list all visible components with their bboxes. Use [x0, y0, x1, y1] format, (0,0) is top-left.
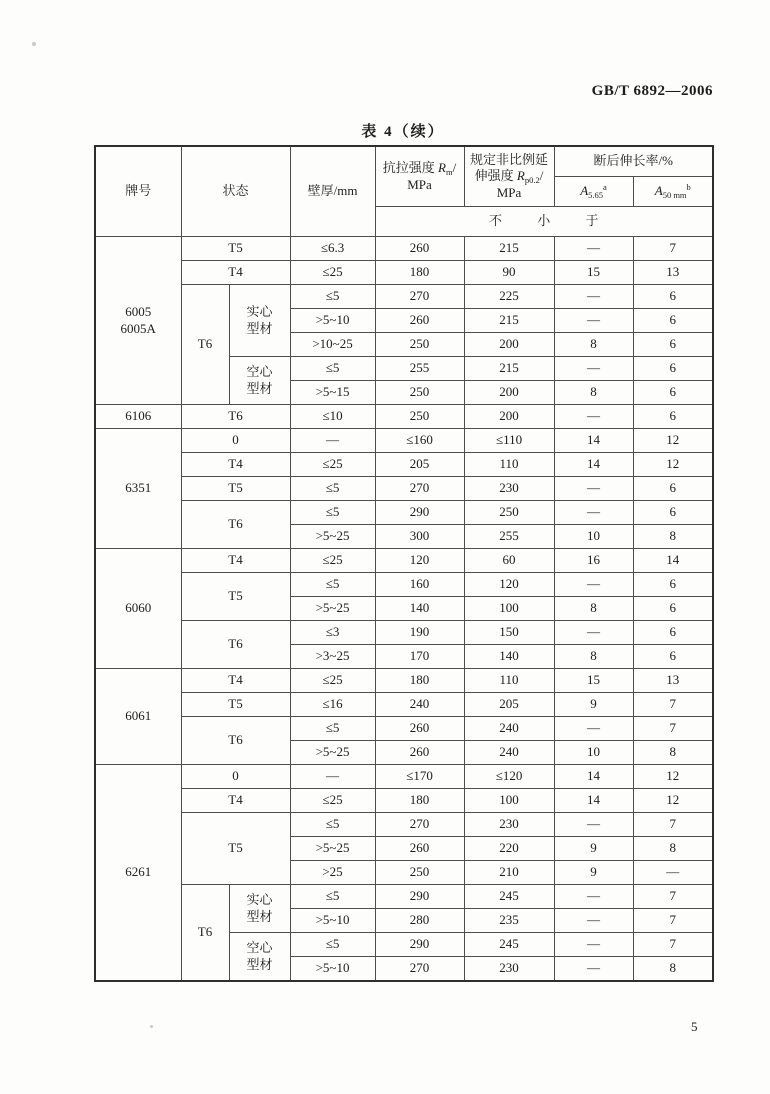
cell-grade: 6061: [95, 669, 181, 765]
cell-rm: 270: [375, 285, 464, 309]
cell-a50: 7: [633, 813, 713, 837]
cell-temper: 0: [181, 765, 290, 789]
cell-rp: 250: [464, 501, 554, 525]
cell-a565: —: [554, 933, 633, 957]
cell-a50: 6: [633, 597, 713, 621]
table-row: [95, 717, 713, 741]
cell-a565: 14: [554, 789, 633, 813]
cell-rp: 100: [464, 789, 554, 813]
cell-thickness: >5~25: [290, 525, 375, 549]
cell-thickness: ≤5: [290, 501, 375, 525]
cell-a50: 8: [633, 957, 713, 982]
cell-rm: 290: [375, 933, 464, 957]
cell-a50: 7: [633, 717, 713, 741]
cell-a565: 9: [554, 837, 633, 861]
cell-a565: —: [554, 813, 633, 837]
cell-rp: 120: [464, 573, 554, 597]
cell-rp: 200: [464, 333, 554, 357]
cell-thickness: >5~10: [290, 957, 375, 982]
table-title: 表 4（续）: [361, 124, 445, 140]
cell-rm: 270: [375, 957, 464, 982]
proof-label: 规定非比例延 伸强度 $R_{p0.2}/$ MPa: [470, 152, 549, 200]
cell-a565: —: [554, 405, 633, 429]
cell-a50: 8: [633, 741, 713, 765]
cell-rp: ≤120: [464, 765, 554, 789]
cell-thickness: —: [290, 765, 375, 789]
cell-rm: 280: [375, 909, 464, 933]
cell-a50: 8: [633, 525, 713, 549]
cell-thickness: >5~25: [290, 597, 375, 621]
cell-rm: 180: [375, 789, 464, 813]
cell-thickness: ≤6.3: [290, 237, 375, 261]
table-row: [95, 621, 713, 645]
cell-form: 空心 型材: [229, 933, 290, 982]
col-header-a50: $A_{50 mm}^b$: [633, 177, 713, 207]
spec-table: [94, 145, 714, 982]
cell-rm: 205: [375, 453, 464, 477]
cell-rp: 230: [464, 477, 554, 501]
cell-rp: 210: [464, 861, 554, 885]
cell-a565: —: [554, 717, 633, 741]
table-row: [95, 573, 713, 597]
col-header-grade: 牌号: [95, 146, 181, 237]
table-row: [95, 477, 713, 501]
cell-rm: 270: [375, 813, 464, 837]
cell-rp: 150: [464, 621, 554, 645]
cell-temper: T4: [181, 453, 290, 477]
table-row: [95, 669, 713, 693]
table-row: [95, 789, 713, 813]
cell-a565: —: [554, 237, 633, 261]
cell-a50: 7: [633, 237, 713, 261]
cell-rm: 250: [375, 333, 464, 357]
cell-a50: 7: [633, 885, 713, 909]
cell-thickness: ≤5: [290, 717, 375, 741]
col-header-thickness: 壁厚/mm: [290, 146, 375, 237]
cell-rp: 110: [464, 453, 554, 477]
cell-rp: 255: [464, 525, 554, 549]
cell-temper: T6: [181, 717, 290, 765]
cell-temper: T5: [181, 237, 290, 261]
cell-a50: 6: [633, 309, 713, 333]
cell-temper: T4: [181, 549, 290, 573]
cell-a50: 12: [633, 789, 713, 813]
scan-speck: [32, 42, 36, 46]
table-row: [95, 261, 713, 285]
cell-temper: T6: [181, 285, 229, 405]
cell-temper: 0: [181, 429, 290, 453]
cell-rp: 245: [464, 933, 554, 957]
cell-a50: 6: [633, 621, 713, 645]
cell-thickness: ≤5: [290, 357, 375, 381]
cell-rm: 250: [375, 861, 464, 885]
cell-a565: 8: [554, 597, 633, 621]
cell-rm: 255: [375, 357, 464, 381]
cell-temper: T5: [181, 813, 290, 885]
table-row: [95, 429, 713, 453]
cell-a50: 13: [633, 261, 713, 285]
cell-a565: —: [554, 285, 633, 309]
cell-rp: 200: [464, 405, 554, 429]
col-header-tensile: [375, 146, 464, 207]
cell-temper: T5: [181, 573, 290, 621]
document-code: GB/T 6892—2006: [591, 83, 713, 99]
cell-thickness: ≤5: [290, 285, 375, 309]
cell-thickness: ≤3: [290, 621, 375, 645]
table-row: [95, 813, 713, 837]
cell-a50: 6: [633, 357, 713, 381]
cell-thickness: ≤10: [290, 405, 375, 429]
cell-rm: 300: [375, 525, 464, 549]
cell-a565: —: [554, 357, 633, 381]
cell-thickness: —: [290, 429, 375, 453]
cell-rp: 215: [464, 237, 554, 261]
cell-a565: 10: [554, 525, 633, 549]
cell-a565: 9: [554, 693, 633, 717]
cell-temper: T4: [181, 261, 290, 285]
cell-rp: 230: [464, 957, 554, 982]
cell-grade: 6060: [95, 549, 181, 669]
cell-thickness: ≤25: [290, 669, 375, 693]
cell-a565: 16: [554, 549, 633, 573]
cell-rp: 215: [464, 309, 554, 333]
cell-rp: 90: [464, 261, 554, 285]
cell-temper: T6: [181, 405, 290, 429]
cell-rm: 180: [375, 669, 464, 693]
cell-rp: 230: [464, 813, 554, 837]
cell-a565: —: [554, 909, 633, 933]
cell-thickness: ≤5: [290, 933, 375, 957]
cell-a565: 14: [554, 765, 633, 789]
cell-a565: —: [554, 957, 633, 982]
cell-a50: 7: [633, 693, 713, 717]
cell-a50: 13: [633, 669, 713, 693]
cell-rp: 225: [464, 285, 554, 309]
cell-grade: 6261: [95, 765, 181, 982]
cell-a565: —: [554, 477, 633, 501]
cell-thickness: ≤25: [290, 261, 375, 285]
table-row: [95, 501, 713, 525]
cell-rm: 260: [375, 837, 464, 861]
cell-rp: 215: [464, 357, 554, 381]
cell-rp: 110: [464, 669, 554, 693]
cell-grade: 6106: [95, 405, 181, 429]
cell-a565: 9: [554, 861, 633, 885]
cell-a50: 6: [633, 501, 713, 525]
cell-rp: 200: [464, 381, 554, 405]
not-less-than-label: 不 小 于: [375, 207, 713, 237]
cell-rm: 180: [375, 261, 464, 285]
cell-temper: T6: [181, 885, 229, 982]
cell-thickness: ≤5: [290, 477, 375, 501]
cell-rm: ≤160: [375, 429, 464, 453]
cell-thickness: ≤5: [290, 813, 375, 837]
cell-thickness: >25: [290, 861, 375, 885]
cell-rm: 190: [375, 621, 464, 645]
col-header-temper: 状态: [181, 146, 290, 237]
cell-a50: 14: [633, 549, 713, 573]
cell-rp: 245: [464, 885, 554, 909]
cell-temper: T5: [181, 693, 290, 717]
cell-thickness: >3~25: [290, 645, 375, 669]
scan-speck: [150, 1025, 153, 1028]
cell-a565: 8: [554, 381, 633, 405]
table-row: [95, 405, 713, 429]
cell-rp: 205: [464, 693, 554, 717]
cell-form: 空心 型材: [229, 357, 290, 405]
cell-rp: ≤110: [464, 429, 554, 453]
cell-a565: 14: [554, 429, 633, 453]
cell-rm: 160: [375, 573, 464, 597]
cell-a565: 15: [554, 261, 633, 285]
cell-rm: 170: [375, 645, 464, 669]
table-row: [95, 453, 713, 477]
table-row: [95, 237, 713, 261]
cell-thickness: ≤25: [290, 789, 375, 813]
table-row: [95, 285, 713, 309]
table-row: [95, 693, 713, 717]
cell-temper: T4: [181, 789, 290, 813]
cell-thickness: >10~25: [290, 333, 375, 357]
page-number: 5: [691, 1019, 698, 1034]
table-row: [95, 765, 713, 789]
cell-a565: —: [554, 621, 633, 645]
cell-thickness: ≤5: [290, 885, 375, 909]
cell-a50: 6: [633, 405, 713, 429]
cell-thickness: >5~25: [290, 837, 375, 861]
cell-rp: 240: [464, 741, 554, 765]
header-row-1: [95, 146, 713, 177]
cell-a50: 8: [633, 837, 713, 861]
cell-rm: 120: [375, 549, 464, 573]
table-row: [95, 885, 713, 909]
cell-a565: 8: [554, 333, 633, 357]
cell-a50: —: [633, 861, 713, 885]
cell-rp: 235: [464, 909, 554, 933]
cell-thickness: ≤25: [290, 453, 375, 477]
cell-rm: 260: [375, 717, 464, 741]
cell-thickness: >5~25: [290, 741, 375, 765]
cell-a565: —: [554, 501, 633, 525]
cell-a50: 12: [633, 765, 713, 789]
cell-a565: 10: [554, 741, 633, 765]
cell-a50: 6: [633, 285, 713, 309]
cell-thickness: ≤16: [290, 693, 375, 717]
cell-temper: T6: [181, 621, 290, 669]
cell-a50: 12: [633, 429, 713, 453]
cell-rp: 140: [464, 645, 554, 669]
cell-rm: 290: [375, 885, 464, 909]
cell-rm: 250: [375, 405, 464, 429]
cell-a50: 6: [633, 573, 713, 597]
cell-rm: 290: [375, 501, 464, 525]
cell-rm: 260: [375, 237, 464, 261]
cell-temper: T4: [181, 669, 290, 693]
cell-rm: ≤170: [375, 765, 464, 789]
cell-rp: 240: [464, 717, 554, 741]
cell-thickness: >5~10: [290, 309, 375, 333]
cell-a565: —: [554, 573, 633, 597]
table-row: [95, 549, 713, 573]
cell-rm: 140: [375, 597, 464, 621]
col-header-elongation: 断后伸长率/%: [554, 146, 713, 177]
cell-rp: 220: [464, 837, 554, 861]
cell-form: 实心 型材: [229, 285, 290, 357]
cell-temper: T5: [181, 477, 290, 501]
cell-thickness: >5~10: [290, 909, 375, 933]
col-header-proof: [464, 146, 554, 207]
cell-a565: 15: [554, 669, 633, 693]
cell-a50: 6: [633, 381, 713, 405]
cell-a50: 12: [633, 453, 713, 477]
cell-a50: 7: [633, 909, 713, 933]
cell-a50: 7: [633, 933, 713, 957]
cell-rp: 100: [464, 597, 554, 621]
cell-rm: 250: [375, 381, 464, 405]
cell-temper: T6: [181, 501, 290, 549]
cell-thickness: ≤5: [290, 573, 375, 597]
cell-rm: 240: [375, 693, 464, 717]
cell-a50: 6: [633, 333, 713, 357]
cell-rm: 270: [375, 477, 464, 501]
cell-grade: 6351: [95, 429, 181, 549]
cell-a565: —: [554, 309, 633, 333]
tensile-label: 抗拉强度 $R_m/$ MPa: [382, 160, 457, 192]
cell-a565: 14: [554, 453, 633, 477]
cell-form: 实心 型材: [229, 885, 290, 933]
cell-grade: 6005 6005A: [95, 237, 181, 405]
cell-rp: 60: [464, 549, 554, 573]
cell-rm: 260: [375, 741, 464, 765]
col-header-a565: $A_{5.65}^a$: [554, 177, 633, 207]
cell-a50: 6: [633, 645, 713, 669]
cell-rm: 260: [375, 309, 464, 333]
cell-a565: —: [554, 885, 633, 909]
cell-thickness: ≤25: [290, 549, 375, 573]
cell-a50: 6: [633, 477, 713, 501]
cell-a565: 8: [554, 645, 633, 669]
cell-thickness: >5~15: [290, 381, 375, 405]
